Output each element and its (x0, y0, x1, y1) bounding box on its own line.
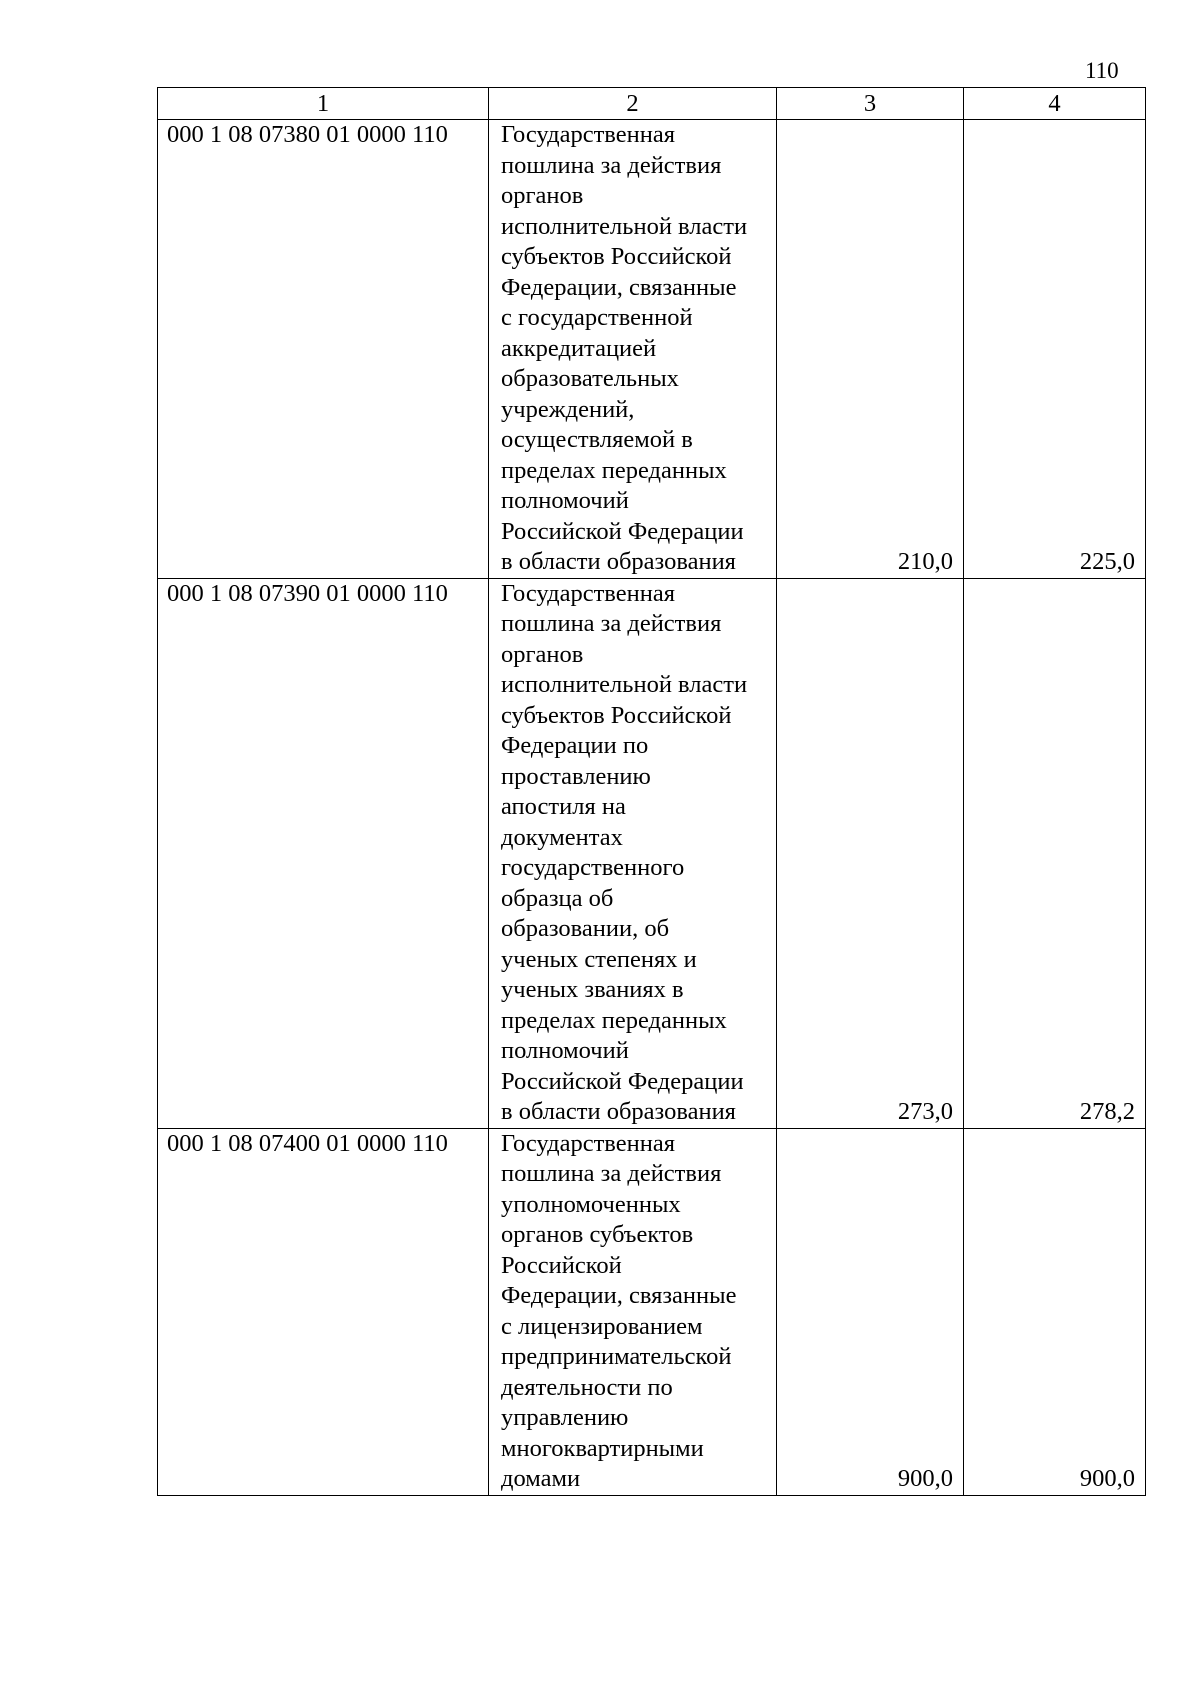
description-line: проставлению (501, 762, 651, 790)
description-line: Государственная (501, 1129, 675, 1157)
description-line: пошлина за действия (501, 151, 722, 179)
description-line: государственного (501, 854, 685, 881)
description-line: пошлина за действия (501, 1160, 722, 1187)
description-line: Российской Федерации (501, 1067, 744, 1095)
table-header (158, 88, 1146, 120)
table-row (158, 120, 1146, 579)
description-cell (489, 1128, 777, 1495)
table-body (158, 120, 1146, 1496)
amount-col-3: 900,0 (777, 1128, 964, 1495)
description-line: органов (501, 640, 584, 668)
description-line: образца об (501, 884, 614, 912)
page-number: 110 (1085, 58, 1119, 83)
description-line: многоквартирными (501, 1434, 704, 1462)
budget-code: 000 1 08 07380 01 0000 110 (158, 120, 489, 579)
description-line: субъектов Российской (501, 701, 732, 729)
description-line: Российской Федерации (501, 517, 744, 545)
description-line: полномочий (501, 1037, 629, 1064)
amount-col-4: 278,2 (964, 578, 1146, 1128)
description-line: Федерации, связанные (501, 273, 737, 301)
description-line: с государственной (501, 304, 693, 331)
header-col-3: 3 (777, 88, 964, 120)
description-line: ученых званиях в (501, 976, 684, 1003)
description-line: Федерации по (501, 732, 649, 759)
description-line: документах (501, 823, 623, 851)
description-line: Российской (501, 1251, 622, 1279)
description-line: органов субъектов (501, 1221, 694, 1248)
description-line: Государственная (501, 121, 675, 148)
description-line: апостиля на (501, 793, 626, 820)
description-cell (489, 578, 777, 1128)
amount-col-3: 210,0 (777, 120, 964, 579)
description-line: уполномоченных (501, 1190, 681, 1218)
description-line: аккредитацией (501, 334, 657, 362)
budget-code: 000 1 08 07390 01 0000 110 (158, 578, 489, 1128)
description-line: управлению (501, 1404, 629, 1431)
description-line: субъектов Российской (501, 243, 732, 270)
description-line: ученых степенях и (501, 945, 697, 973)
description-line: осуществляемой в (501, 426, 693, 453)
table-row (158, 578, 1146, 1128)
description-line: Государственная (501, 579, 675, 607)
description-cell (489, 120, 777, 579)
description-line: в области образования (501, 548, 736, 575)
description-line: пределах переданных (501, 1006, 727, 1034)
description-line: Федерации, связанные (501, 1282, 737, 1309)
description-line: пределах переданных (501, 456, 727, 484)
description-line: учреждений, (501, 395, 635, 423)
header-row (158, 88, 1146, 120)
description-line: с лицензированием (501, 1312, 703, 1340)
table-row (158, 1128, 1146, 1495)
header-col-2: 2 (489, 88, 777, 120)
description-line: образовательных (501, 365, 679, 392)
description-line: органов (501, 182, 584, 209)
description-line: полномочий (501, 487, 629, 514)
description-line: домами (501, 1465, 581, 1492)
description-line: пошлина за действия (501, 610, 722, 637)
amount-col-4: 900,0 (964, 1128, 1146, 1495)
description-line: образовании, об (501, 915, 670, 942)
budget-code: 000 1 08 07400 01 0000 110 (158, 1128, 489, 1495)
description-line: в области образования (501, 1098, 736, 1125)
header-col-4: 4 (964, 88, 1146, 120)
header-col-1: 1 (158, 88, 489, 120)
description-line: исполнительной власти (501, 671, 748, 698)
description-line: деятельности по (501, 1373, 673, 1401)
description-line: исполнительной власти (501, 212, 748, 240)
amount-col-4: 225,0 (964, 120, 1146, 579)
description-line: предпринимательской (501, 1343, 732, 1370)
budget-table (157, 87, 1146, 1496)
amount-col-3: 273,0 (777, 578, 964, 1128)
